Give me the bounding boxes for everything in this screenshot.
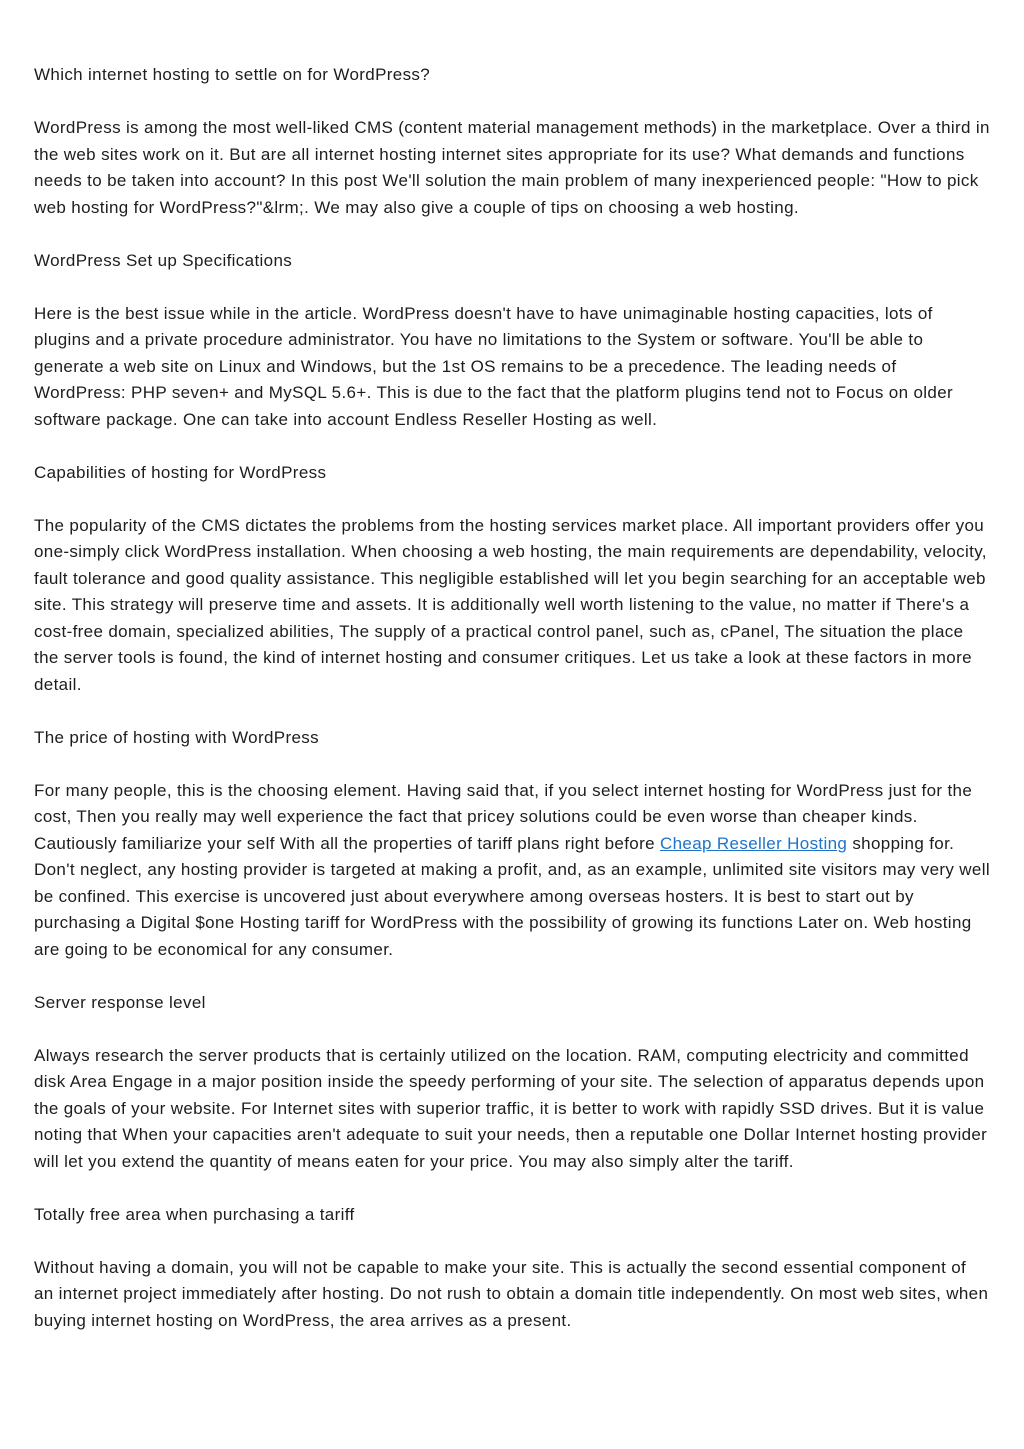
heading-setup-specifications: WordPress Set up Specifications [34,250,293,270]
heading-server-response: Server response level [34,992,206,1012]
article-title: Which internet hosting to settle on for WordPress? [34,65,431,84]
heading-free-domain: Totally free area when purchasing a tariff [34,1204,355,1224]
paragraph-price [34,778,990,964]
heading-price: The price of hosting with WordPress [34,727,319,747]
paragraph-free-domain: Without having a domain, you will not be capable to make your site. This is actually the second essential component of an internet project immediately after hosting. Do not rush to obtain a domain title independently. On most web sites, when buying internet hosting on WordPress, the area arrives as a present. [34,1257,989,1330]
paragraph-capabilities: The popularity of the CMS dictates the problems from the hosting services market place. All important providers offer you one-simply click WordPress installation. When choosing a web hosting, the main requirements are dependability, velocity, fault tolerance and good quality assistance. This negligible established will let you begin searching for an acceptable web site. This strategy will preserve time and assets. It is additionally well worth listening to the value, no matter if There's a cost-free domain, specialized abilities, The supply of a practical control panel, such as, cPanel, The situation the place the server tools is found, the kind of internet hosting and consumer critiques. Let us take a look at these factors in more detail. [34,515,987,694]
paragraph-intro: WordPress is among the most well-liked CMS (content material management methods) in the marketplace. Over a third in the web sites work on it. But are all internet hosting internet sites appropriate for its use? What demands and functions needs to be taken into account? In this post We'll solution the main problem of many inexperienced people: "How to pick web hosting for WordPress?"&lrm;. We may also give a couple of tips on choosing a web hosting. [34,118,990,217]
cheap-reseller-hosting-link[interactable]: Cheap Reseller Hosting [660,833,848,853]
heading-capabilities: Capabilities of hosting for WordPress [34,462,327,482]
paragraph-price-after-link: shopping for. Don't neglect, any hosting provider is targeted at making a profit, and, as an example, unlimited site visitors may very well be confined. This exercise is uncovered just about everywhere among overseas hosters. It is best to start out by purchasing a Digital $one Hosting tariff for WordPress with the possibility of growing its functions Later on. Web hosting are going to be economical for any consumer. [34,833,990,959]
paragraph-setup-specifications: Here is the best issue while in the article. WordPress doesn't have to have unimaginable hosting capacities, lots of plugins and a private procedure administrator. You have no limitations to the System or software. You'll be able to generate a web site on Linux and Windows, but the 1st OS remains to be a precedence. The leading needs of WordPress: PHP seven+ and MySQL 5.6+. This is due to the fact that the platform plugins tend not to Focus on older software package. One can take into account Endless Reseller Hosting as well. [34,303,954,429]
paragraph-price-before-link: For many people, this is the choosing element. Having said that, if you select internet hosting for WordPress just for the cost, Then you really may well experience the fact that pricey solutions could be even worse than cheaper kinds. Cautiously familiarize your self With all the properties of tariff plans right before [34,780,973,853]
paragraph-server-response: Always research the server products that is certainly utilized on the location. RAM, computing electricity and committed disk Area Engage in a major position inside the speedy performing of your site. The selection of apparatus depends upon the goals of your website. For Internet sites with superior traffic, it is better to work with rapidly SSD drives. But it is value noting that When your capacities aren't adequate to suit your needs, then a reputable one Dollar Internet hosting provider will let you extend the quantity of means eaten for your price. You may also simply alter the tariff. [34,1045,988,1171]
